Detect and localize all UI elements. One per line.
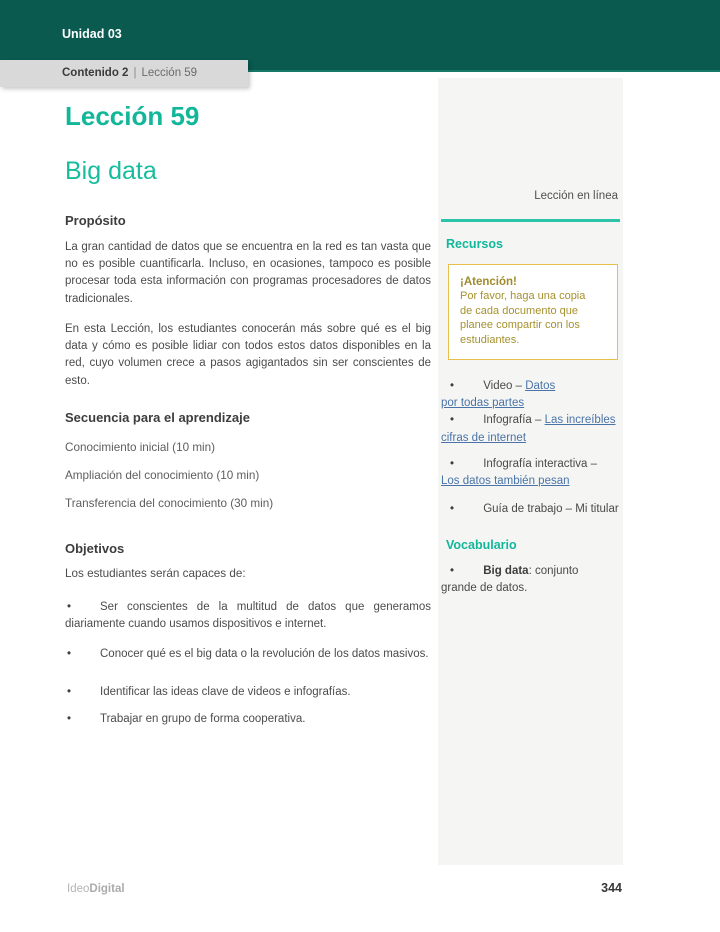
resource-item <box>441 378 621 412</box>
breadcrumb-lesson: Lección 59 <box>141 67 198 79</box>
page-number: 344 <box>601 881 622 895</box>
resource-link[interactable]: Los datos también pesan <box>441 475 570 488</box>
breadcrumb-separator: | <box>133 67 137 79</box>
objective-item <box>65 711 431 728</box>
objective-item <box>65 646 431 663</box>
brand-regular: Ideo <box>67 883 90 895</box>
brand-logo <box>67 883 125 895</box>
lesson-mode-label: Lección en línea <box>534 190 618 202</box>
attention-title: ¡Atención! <box>460 276 517 288</box>
objective-text: Trabajar en grupo de forma cooperativa. <box>100 713 306 725</box>
breadcrumb <box>0 60 248 87</box>
resource-link[interactable]: por todas partes <box>441 397 525 410</box>
objective-item <box>65 684 431 701</box>
resource-prefix: Infografía interactiva – <box>483 457 597 470</box>
resource-item <box>441 412 621 446</box>
resource-prefix: Video – <box>483 380 526 392</box>
resources-list <box>441 378 621 518</box>
lesson-title: Lección 59 <box>65 101 200 131</box>
vocabulary-heading: Vocabulario <box>446 538 517 552</box>
sequence-heading: Secuencia para el aprendizaje <box>65 410 250 425</box>
breadcrumb-content: Contenido 2 <box>62 67 129 79</box>
objectives-heading: Objetivos <box>65 541 125 556</box>
objectives-intro: Los estudiantes serán capaces de: <box>65 567 246 580</box>
sequence-item: Conocimiento inicial (10 min) <box>65 441 216 454</box>
resource-item <box>441 501 621 518</box>
vocabulary-definition: : conjunto grande de datos. <box>441 565 579 595</box>
resource-link[interactable]: cifras de internet <box>441 431 527 444</box>
objective-item <box>65 599 431 633</box>
purpose-heading: Propósito <box>65 213 126 228</box>
vocabulary-term: Big data <box>483 565 529 577</box>
purpose-paragraph: En esta Lección, los estudiantes conocerán más sobre qué es el big data y cómo es posible lidiar con todos estos datos disponibles en la red, cuyo volumen crece a pasos agigantados sin ser conscientes de esto. <box>65 323 431 387</box>
resource-link[interactable]: Las increíbles <box>544 414 616 427</box>
objective-text: Ser conscientes de la multitud de datos que generamos diariamente cuando usamos dispositivos e internet. <box>65 601 431 631</box>
sidebar-panel <box>438 78 623 865</box>
resource-item <box>441 456 621 490</box>
teal-divider <box>441 219 620 222</box>
objective-text: Conocer qué es el big data o la revolución de los datos masivos. <box>100 648 429 660</box>
topic-title: Big data <box>65 157 157 185</box>
sequence-item: Ampliación del conocimiento (10 min) <box>65 469 260 482</box>
resources-heading: Recursos <box>446 237 503 251</box>
resource-link[interactable]: Datos <box>525 380 556 392</box>
sequence-item: Transferencia del conocimiento (30 min) <box>65 497 274 510</box>
brand-bold: Digital <box>89 883 125 895</box>
purpose-paragraph: La gran cantidad de datos que se encuentra en la red es tan vasta que no es posible cuantificarla. Incluso, en ocasiones, tampoco es posible procesar toda esta información con programas procesadores de datos tradicionales. <box>65 241 431 305</box>
unit-label: Unidad 03 <box>62 27 122 41</box>
attention-notice <box>448 264 618 360</box>
resource-prefix: Infografía – <box>483 414 545 427</box>
attention-body: Por favor, haga una copia de cada documento que planee compartir con los estudiantes. <box>460 290 586 346</box>
objective-text: Identificar las ideas clave de videos e infografías. <box>100 686 351 698</box>
resource-prefix: Guía de trabajo – Mi titular <box>483 503 619 516</box>
vocabulary-item <box>441 563 613 597</box>
